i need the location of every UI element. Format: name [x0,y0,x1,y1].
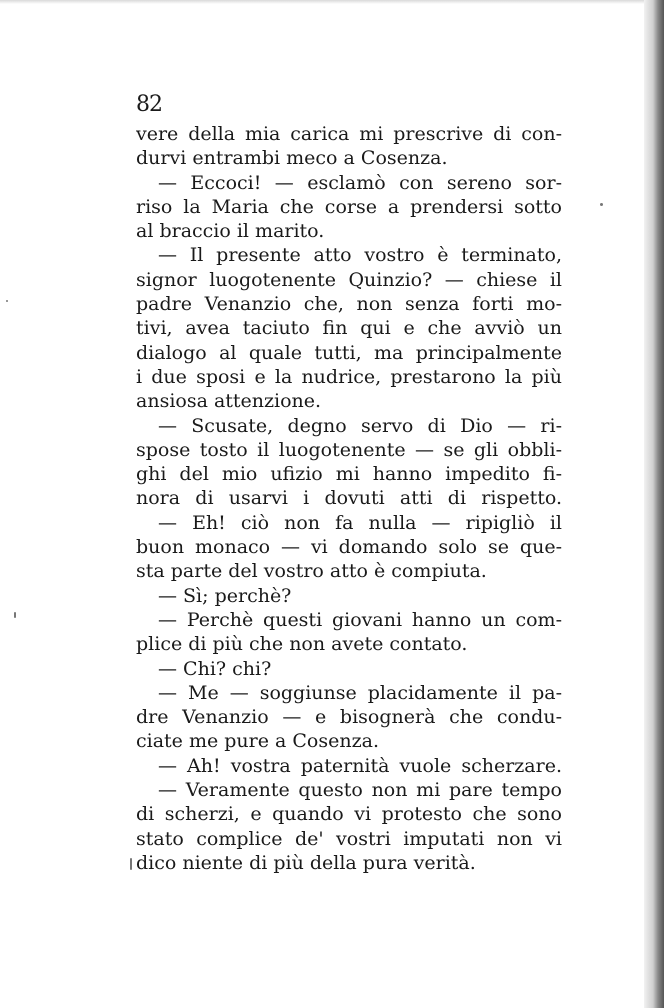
text-line: ghi del mio ufizio mi hanno impedito fi- [136,463,562,486]
text-line: — Scusate, degno servo di Dio — ri- [158,414,562,437]
text-line: — Il presente atto vostro è terminato, [158,244,562,267]
text-line: dialogo al quale tutti, ma principalmente [136,341,562,364]
text-line: vere della mia carica mi prescrive di con- [136,123,562,145]
ink-speck [130,858,132,870]
text-line: — Sì; perchè? [158,584,292,607]
text-line: — Perchè questi giovani hanno un com- [158,608,562,631]
text-line: dico niente di più della pura verità. [136,851,476,874]
text-line: tivi, avea taciuto fin qui e che avviò un [136,317,562,340]
text-line: — Veramente questo non mi pare tempo [158,779,562,802]
page-top-edge-shadow [0,0,664,4]
text-line: — Chi? chi? [158,657,272,680]
text-line: durvi entrambi meco a Cosenza. [136,147,448,170]
body-text [136,122,562,875]
text-line: riso la Maria che corse a prendersi sotto [136,195,562,218]
text-line: nora di usarvi i dovuti atti di rispetto. [136,487,562,510]
page-number: 82 [136,92,162,117]
ink-speck [14,612,16,618]
text-line: di scherzi, e quando vi protesto che sono [136,803,562,826]
text-line: stato complice de' vostri imputati non vi [136,827,562,850]
text-line: sta parte del vostro atto è compiuta. [136,560,487,583]
text-line: ansiosa attenzione. [136,390,322,413]
text-line: i due sposi e la nudrice, prestarono la più [136,365,562,388]
text-line: buon monaco — vi domando solo se que- [136,536,562,559]
text-line: — Eccoci! — esclamò con sereno sor- [158,171,562,194]
text-line: spose tosto il luogotenente — se gli obbli- [136,438,562,461]
text-line: al braccio il marito. [136,220,325,243]
ink-speck [600,203,603,206]
text-line: ciate me pure a Cosenza. [136,730,379,753]
text-line: dre Venanzio — e bisognerà che condu- [136,706,562,729]
text-line: signor luogotenente Quinzio? — chiese il [136,268,562,291]
text-line: — Eh! ciò non fa nulla — ripigliò il [158,511,562,534]
text-line: plice di più che non avete contato. [136,633,468,656]
text-line: padre Venanzio che, non senza forti mo- [136,293,562,316]
text-line: — Me — soggiunse placidamente il pa- [158,681,562,704]
page-binding-edge [644,0,664,1008]
text-line: — Ah! vostra paternità vuole scherzare. [158,754,562,777]
ink-speck [6,300,8,302]
